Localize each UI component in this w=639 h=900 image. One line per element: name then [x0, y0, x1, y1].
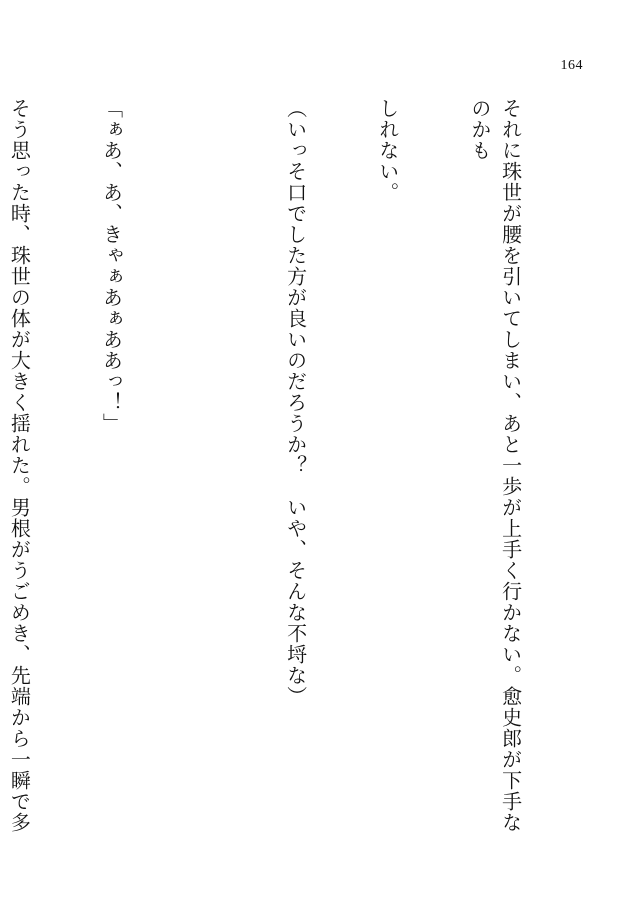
- vertical-text-block: [0, 98, 587, 848]
- text-line: （いっそ口でした方が良いのだろうか？ いや、そんな不埒な）: [283, 98, 308, 707]
- page-number: 164: [560, 58, 583, 73]
- text-line: しれない。: [375, 98, 400, 203]
- text-line: 「ぁあ、あ、きゃぁあぁああっ！」: [99, 98, 124, 434]
- blank-line: [188, 98, 219, 848]
- text-line: そう思った時、珠世の体が大きく揺れた。男根がうごめき、先端から一瞬で多: [7, 98, 32, 833]
- text-line: それに珠世が腰を引いてしまい、あと一歩が上手く行かない。愈史郎が下手なのかも: [467, 98, 523, 833]
